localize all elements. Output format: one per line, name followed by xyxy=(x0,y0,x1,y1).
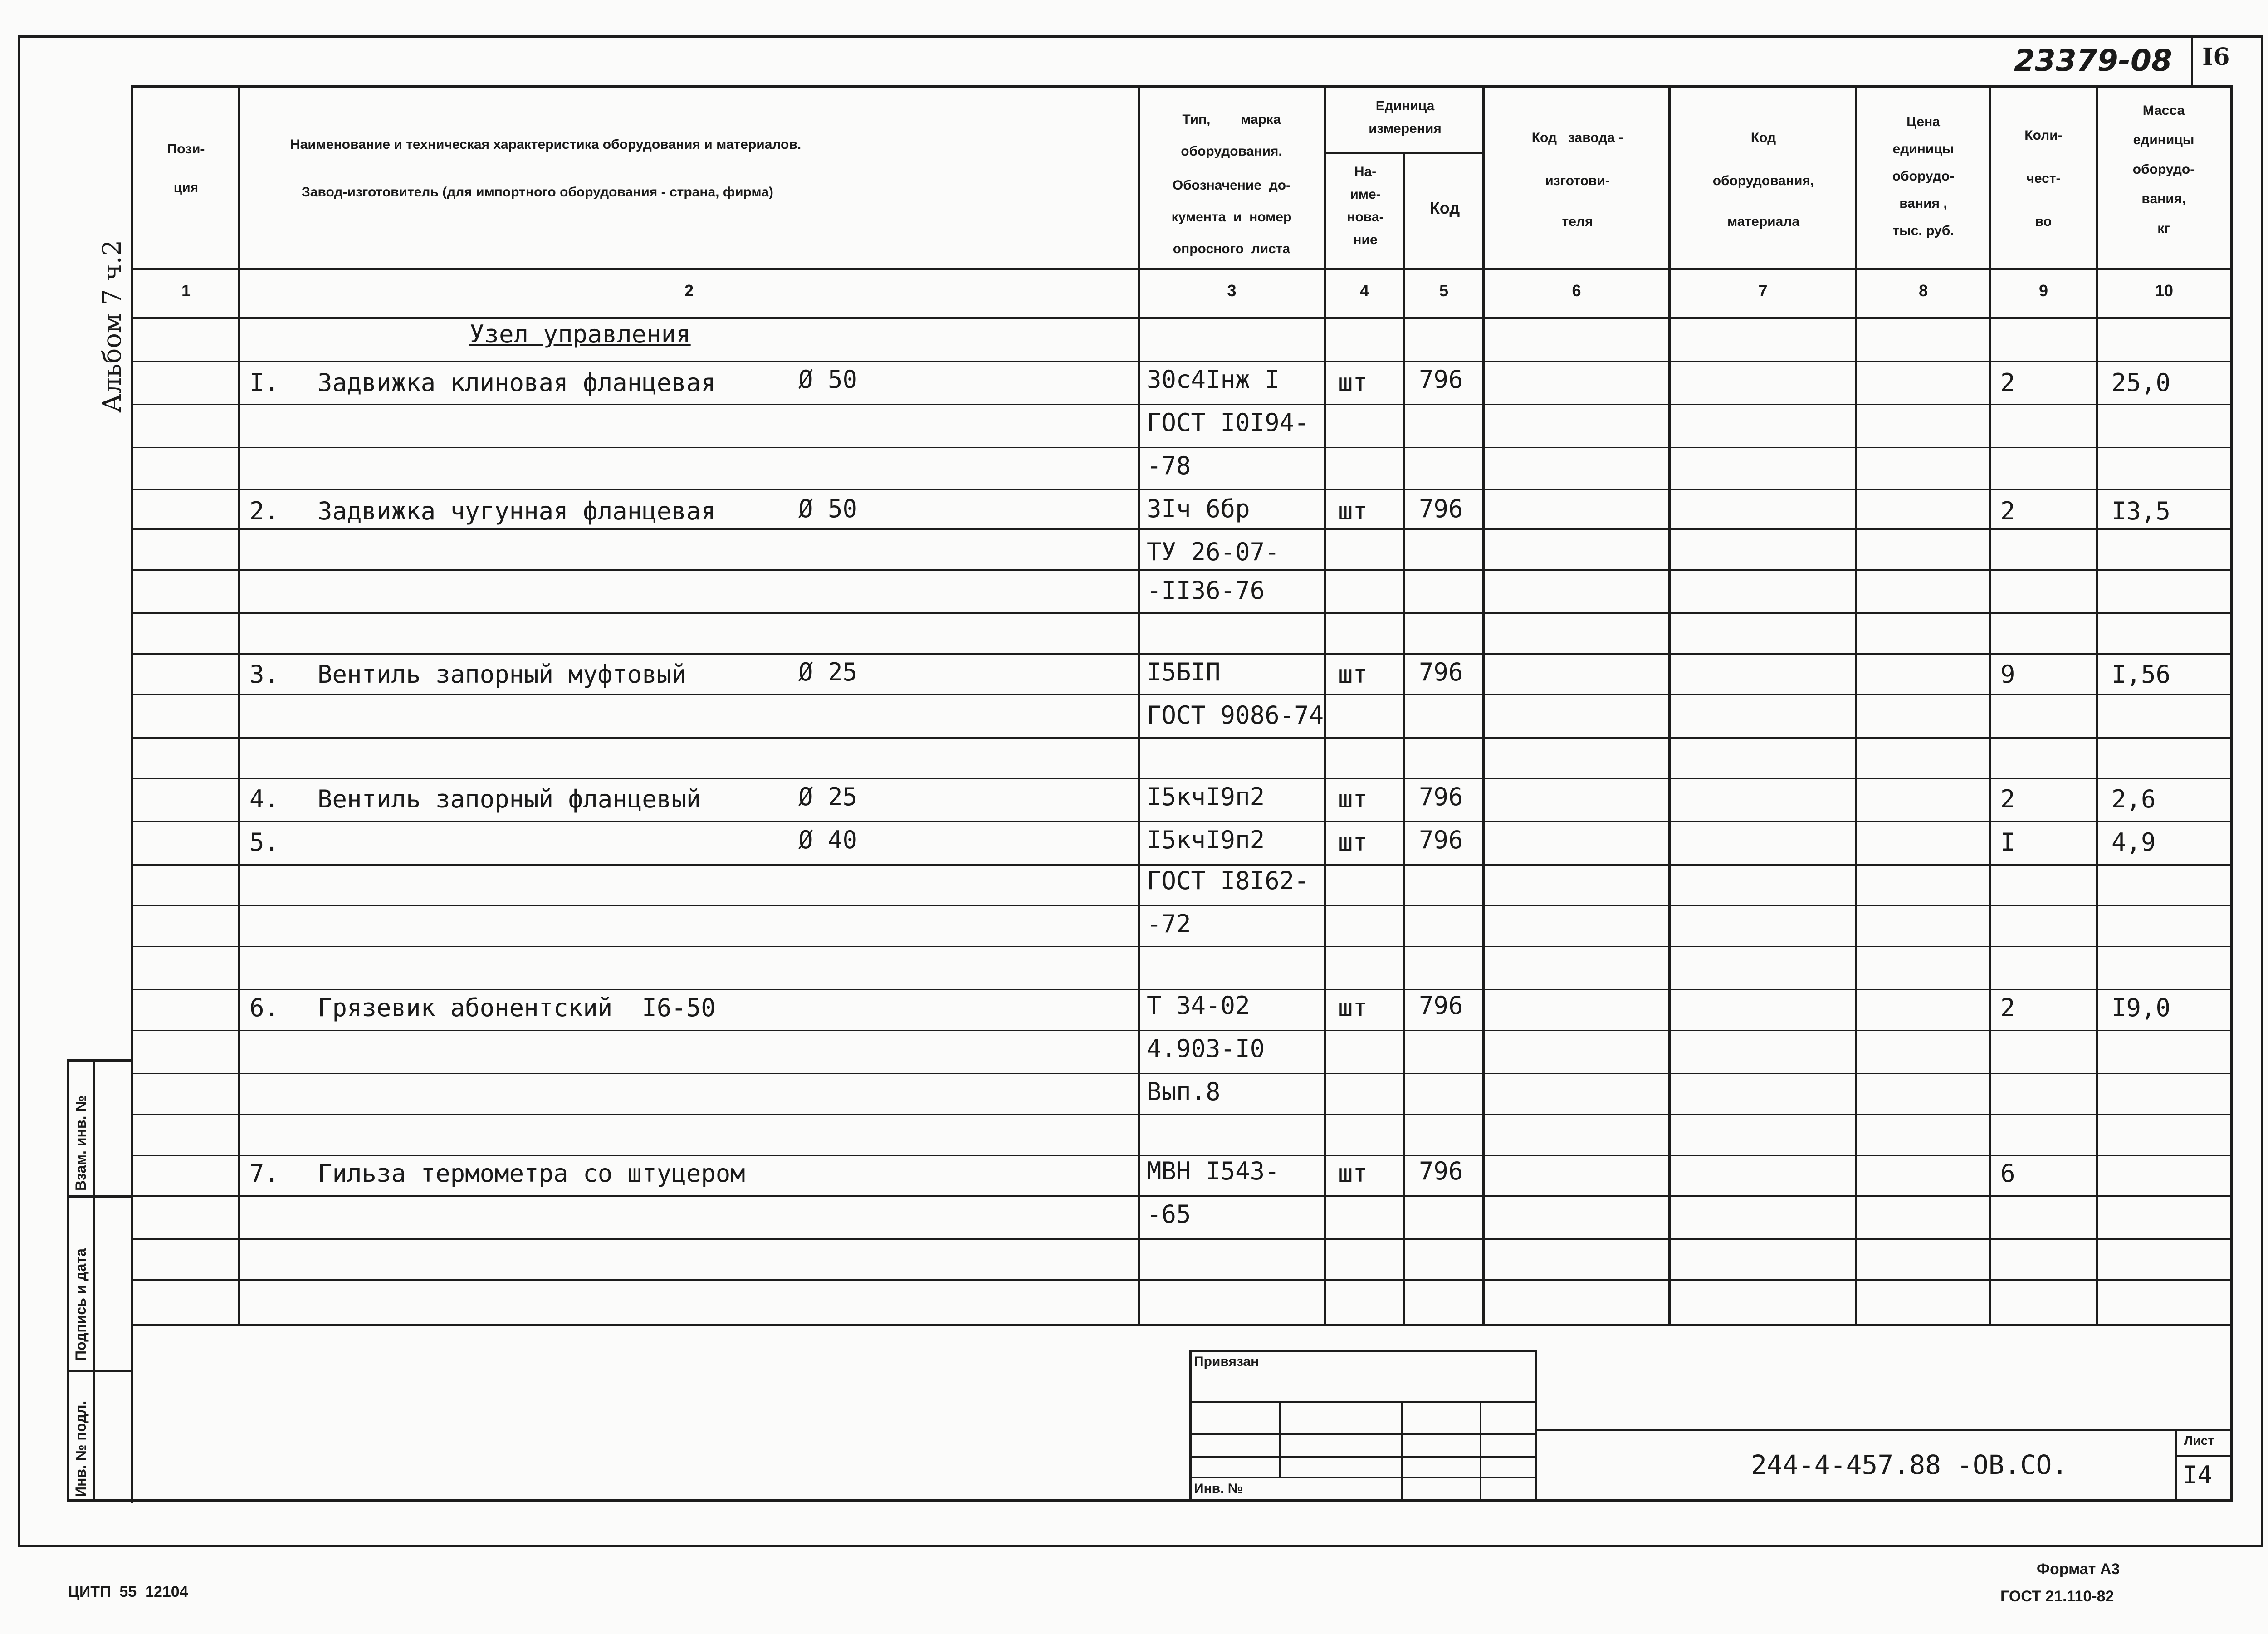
row-code: 796 xyxy=(1419,1157,1463,1185)
header-col1-l2: ция xyxy=(173,180,199,195)
stamp-replace-inv: Взам. инв. № xyxy=(73,1096,89,1191)
row-type: -65 xyxy=(1147,1200,1191,1228)
row-unit: шт xyxy=(1338,785,1368,813)
row-code: 796 xyxy=(1419,826,1463,854)
outer-frame-bottom xyxy=(18,1545,2263,1547)
row-number: I. xyxy=(249,368,279,397)
section-title: Узел управления xyxy=(469,320,691,348)
row-unit: шт xyxy=(1338,497,1368,525)
header-col4-l2: име- xyxy=(1350,187,1381,202)
row-type: -72 xyxy=(1147,910,1191,938)
header-col9-l3: во xyxy=(2035,214,2052,229)
row-unit: шт xyxy=(1338,828,1368,856)
outer-frame-left xyxy=(18,35,20,1546)
header-unit-l2: измерения xyxy=(1369,121,1442,136)
row-type: ГОСТ I8I62- xyxy=(1147,866,1309,895)
header-col9-l1: Коли- xyxy=(2024,128,2063,143)
col-number-1: 1 xyxy=(181,281,191,300)
row-name: Задвижка клиновая фланцевая xyxy=(318,368,716,397)
header-col8-l5: тыс. руб. xyxy=(1892,223,1954,238)
document-code: 2​44-4-457.88 -ОВ.СО. xyxy=(1751,1449,2068,1480)
row-qty: 9 xyxy=(2000,660,2015,689)
col-number-2: 2 xyxy=(684,281,694,300)
header-col10-l1: Масса xyxy=(2142,103,2185,118)
header-col6-l2: изготови- xyxy=(1545,173,1610,188)
row-type: МВН I543- xyxy=(1147,1157,1280,1185)
header-col3-l4: кумента и номер xyxy=(1171,210,1292,225)
col-number-5: 5 xyxy=(1439,281,1449,300)
header-col3-l1: Тип, марка xyxy=(1182,112,1281,127)
printer-label: ЦИТП 55 12104 xyxy=(68,1583,188,1600)
header-col6-l1: Код завода - xyxy=(1531,130,1623,145)
row-diameter: Ø 40 xyxy=(798,826,858,854)
header-col5: Код xyxy=(1429,199,1460,217)
row-mass: I,56 xyxy=(2112,660,2171,689)
header-col4-l4: ние xyxy=(1353,232,1378,247)
page-top-number: I6 xyxy=(2202,43,2230,71)
header-col4-l1: На- xyxy=(1354,164,1377,179)
row-type: I5БIП xyxy=(1147,658,1221,686)
row-number: 3. xyxy=(249,660,279,689)
header-col10-l4: вания, xyxy=(2141,191,2186,206)
header-col3-l5: опросного листа xyxy=(1173,241,1290,256)
row-diameter: Ø 50 xyxy=(798,365,858,394)
outer-frame-top xyxy=(18,35,2263,38)
header-col8-l1: Цена xyxy=(1906,114,1940,129)
row-name: Вентиль запорный муфтовый xyxy=(318,660,686,689)
row-code: 796 xyxy=(1419,991,1463,1020)
header-col3-l2: оборудования. xyxy=(1181,144,1282,159)
header-unit-l1: Единица xyxy=(1375,98,1435,113)
outer-frame-right xyxy=(2261,35,2263,1546)
row-type: -II36-76 xyxy=(1147,576,1265,605)
row-name: Вентиль запорный фланцевый xyxy=(318,785,701,813)
header-col3-l3: Обозначение до- xyxy=(1172,178,1291,193)
row-diameter: Ø 25 xyxy=(798,658,858,686)
row-name: Задвижка чугунная фланцевая xyxy=(318,497,716,525)
header-col7-l1: Код xyxy=(1750,130,1776,145)
row-code: 796 xyxy=(1419,783,1463,811)
row-qty: 6 xyxy=(2000,1159,2015,1188)
header-col2-l1: Наименование и техническая характеристика оборудования и материалов. xyxy=(290,137,802,152)
row-qty: 2 xyxy=(2000,497,2015,525)
row-qty: I xyxy=(2000,828,2015,856)
row-qty: 2 xyxy=(2000,785,2015,813)
row-type: Вып.8 xyxy=(1147,1077,1221,1106)
row-mass: I3,5 xyxy=(2112,497,2171,525)
row-number: 6. xyxy=(249,993,279,1022)
row-number: 2. xyxy=(249,497,279,525)
stamp-original-inv: Инв. № подл. xyxy=(73,1400,89,1497)
header-col6-l3: теля xyxy=(1562,214,1593,229)
row-diameter: Ø 25 xyxy=(798,783,858,811)
col-number-9: 9 xyxy=(2038,281,2048,300)
row-code: 796 xyxy=(1419,658,1463,686)
header-col7-l2: оборудования, xyxy=(1712,173,1814,188)
row-mass: I9,0 xyxy=(2112,993,2171,1022)
row-unit: шт xyxy=(1338,1159,1368,1188)
row-number: 4. xyxy=(249,785,279,813)
row-code: 796 xyxy=(1419,494,1463,523)
row-type: 3Iч 6бр xyxy=(1147,494,1250,523)
header-col10-l2: единицы xyxy=(2133,132,2195,147)
header-col2-l2: Завод-изготовитель (для импортного оборудования - страна, фирма) xyxy=(302,185,773,200)
doc-number-handwritten: 23379-08 xyxy=(2014,43,2172,78)
row-mass: 4,9 xyxy=(2112,828,2156,856)
row-type: I5кчI9п2 xyxy=(1147,826,1265,854)
header-col8-l2: единицы xyxy=(1892,142,1954,157)
row-code: 796 xyxy=(1419,365,1463,394)
gost-label: ГОСТ 21.110-82 xyxy=(2000,1588,2114,1605)
row-unit: шт xyxy=(1338,368,1368,397)
col-number-10: 10 xyxy=(2155,281,2174,300)
row-type: Т 34-02 xyxy=(1147,991,1250,1020)
col-number-6: 6 xyxy=(1572,281,1581,300)
header-col8-l3: оборудо- xyxy=(1892,169,1955,184)
row-type: -78 xyxy=(1147,451,1191,480)
bound-box-title: Привязан xyxy=(1194,1354,1259,1369)
album-label: Альбом 7 ч.2 xyxy=(98,240,127,413)
col-number-3: 3 xyxy=(1227,281,1237,300)
col-number-4: 4 xyxy=(1359,281,1369,300)
col-number-7: 7 xyxy=(1758,281,1768,300)
row-number: 5. xyxy=(249,828,279,856)
bound-box-inv: Инв. № xyxy=(1194,1481,1243,1496)
row-unit: шт xyxy=(1338,993,1368,1022)
sheet-number: I4 xyxy=(2183,1461,2213,1489)
row-qty: 2 xyxy=(2000,993,2015,1022)
header-col10-l5: кг xyxy=(2157,221,2170,236)
sheet-label: Лист xyxy=(2184,1433,2214,1448)
row-diameter: Ø 50 xyxy=(798,494,858,523)
header-col10-l3: оборудо- xyxy=(2132,162,2195,177)
row-type: 30с4Iнж I xyxy=(1147,365,1280,394)
row-name: Гильза термометра со штуцером xyxy=(318,1159,745,1188)
row-type: I5кчI9п2 xyxy=(1147,783,1265,811)
col-number-8: 8 xyxy=(1918,281,1928,300)
row-type: 4.903-I0 xyxy=(1147,1034,1265,1063)
row-number: 7. xyxy=(249,1159,279,1188)
row-mass: 25,0 xyxy=(2112,368,2171,397)
format-label: Формат А3 xyxy=(2037,1561,2120,1578)
page-box-left xyxy=(2191,35,2193,85)
header-col7-l3: материала xyxy=(1727,214,1800,229)
row-name: Грязевик абонентский I6-50 xyxy=(318,993,716,1022)
header-col1-l1: Пози- xyxy=(167,142,205,157)
row-type: ТУ 26-07- xyxy=(1147,538,1280,566)
header-col9-l2: чест- xyxy=(2026,171,2061,186)
row-mass: 2,6 xyxy=(2112,785,2156,813)
row-type: ГОСТ I0I94- xyxy=(1147,408,1309,437)
row-type: ГОСТ 9086-74 xyxy=(1147,701,1324,729)
header-col8-l4: вания , xyxy=(1899,196,1947,211)
header-col4-l3: нова- xyxy=(1347,210,1384,225)
row-qty: 2 xyxy=(2000,368,2015,397)
stamp-signature-date: Подпись и дата xyxy=(73,1248,89,1361)
row-unit: шт xyxy=(1338,660,1368,689)
